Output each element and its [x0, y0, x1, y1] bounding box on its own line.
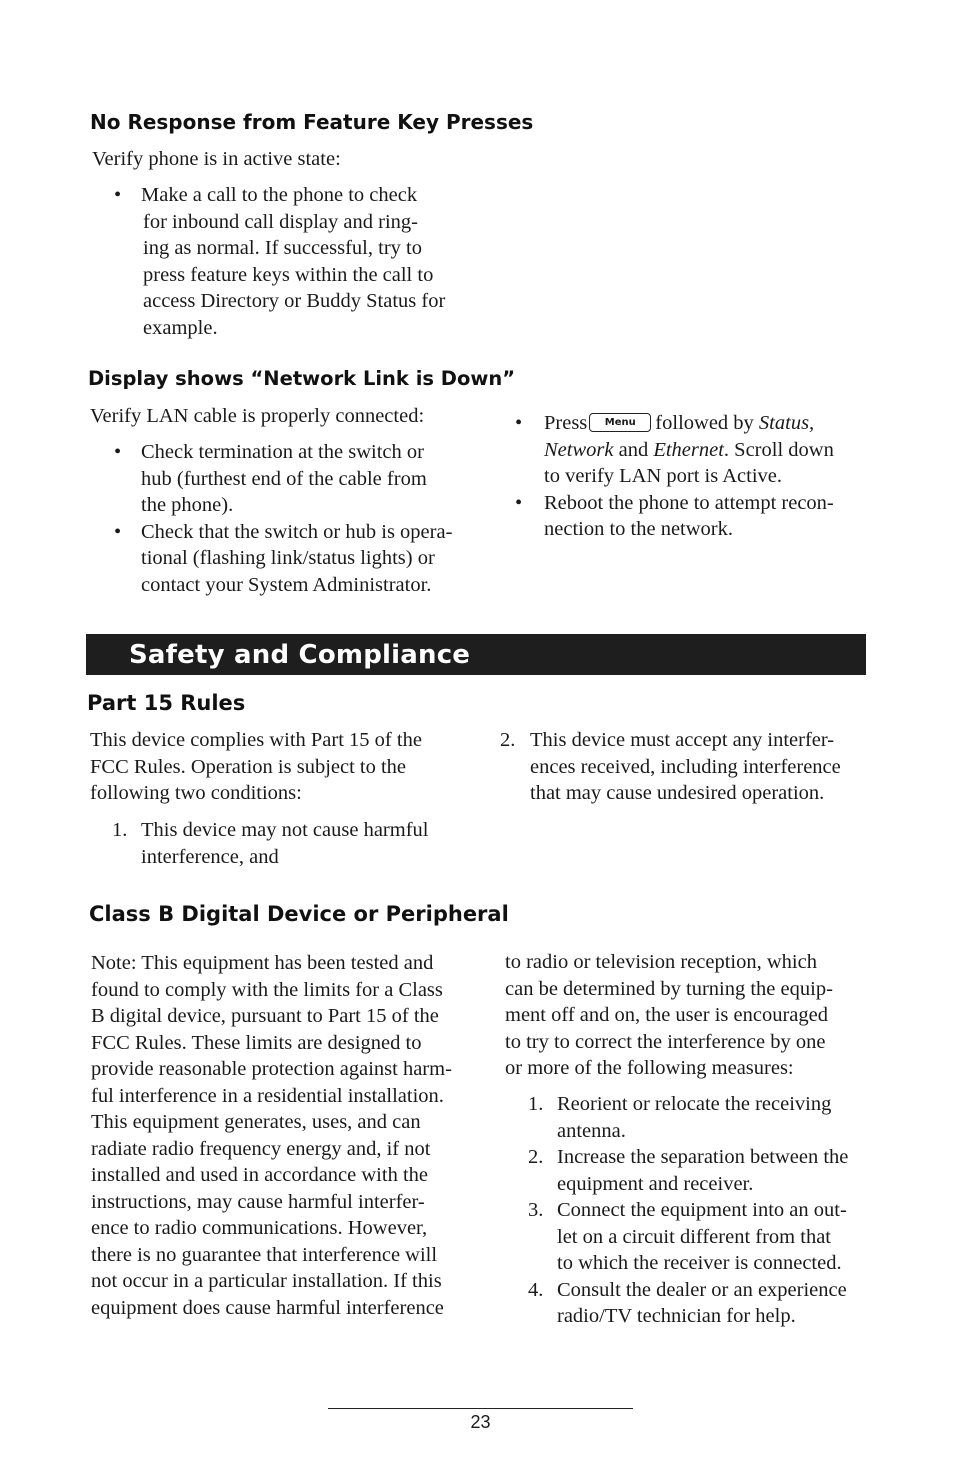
line: nection to the network.: [544, 518, 734, 540]
line: to radio or television reception, which: [505, 951, 817, 973]
line: tional (flashing link/status lights) or: [141, 547, 435, 569]
list-item: [500, 727, 870, 807]
line: radio/TV technician for help.: [557, 1305, 796, 1327]
classb-left-text: [91, 950, 486, 1321]
line: installed and used in accordance with the: [91, 1164, 428, 1186]
page-number: 23: [470, 1412, 491, 1432]
safety-compliance-banner: [86, 634, 866, 675]
list-item: [114, 519, 501, 599]
line: to try to correct the interference by one: [505, 1030, 826, 1053]
line: Increase the separation between the: [557, 1146, 849, 1168]
line: the phone).: [141, 494, 234, 516]
line: press feature keys within the call to: [143, 263, 434, 286]
bullet-marker: •: [114, 441, 122, 463]
line: let on a circuit different from that: [557, 1225, 831, 1248]
line: ful interference in a residential installation.: [91, 1084, 444, 1107]
line: ment off and on, the user is encouraged: [505, 1004, 828, 1026]
part15-intro: [90, 727, 470, 807]
line: ences received, including interference: [530, 755, 841, 778]
line: radiate radio frequency energy and, if not: [91, 1137, 431, 1160]
line: following two conditions:: [90, 782, 302, 804]
line: Connect the equipment into an out-: [557, 1199, 847, 1221]
bullet-marker: •: [515, 412, 523, 434]
line: hub (furthest end of the cable from: [141, 467, 427, 490]
bullet-list: [114, 182, 503, 341]
ethernet-term: Ethernet: [653, 438, 724, 461]
item-number: 3.: [528, 1199, 544, 1221]
line: equipment and receiver.: [557, 1172, 754, 1195]
conditions-list: [112, 817, 481, 870]
list-item: [528, 1091, 877, 1144]
list-item: [528, 1197, 877, 1277]
line: to which the receiver is connected.: [557, 1252, 842, 1274]
list-item: [528, 1277, 877, 1330]
intro-text: Verify LAN cable is properly connected:: [90, 405, 425, 427]
line: This device may not cause harmful: [141, 819, 429, 841]
section-heading-no-response: No Response from Feature Key Presses: [90, 110, 534, 134]
line: access Directory or Buddy Status for: [143, 290, 446, 312]
measures-list: [528, 1091, 877, 1330]
scroll-label: . Scroll down: [723, 438, 834, 461]
bullet-list-left: [114, 439, 501, 598]
intro-text: Verify phone is in active state:: [92, 148, 341, 170]
line: Check that the switch or hub is opera-: [141, 520, 453, 543]
line: This equipment generates, uses, and can: [91, 1111, 421, 1133]
classb-heading: Class B Digital Device or Peripheral: [89, 902, 509, 926]
line: antenna.: [557, 1119, 626, 1142]
section-heading-network-link: Display shows “Network Link is Down”: [88, 367, 516, 390]
followed-by-label: followed by: [655, 412, 754, 434]
list-item: [515, 490, 874, 543]
part15-heading: Part 15 Rules: [87, 691, 246, 715]
line: FCC Rules. These limits are designed to: [91, 1031, 422, 1054]
item-number: 2.: [528, 1146, 544, 1168]
line: can be determined by turning the equip-: [505, 977, 833, 1000]
line: Reorient or relocate the receiving: [557, 1093, 832, 1115]
line: interference, and: [141, 845, 279, 868]
line: This device complies with Part 15 of the: [90, 729, 422, 751]
line: that may cause undesired operation.: [530, 782, 825, 804]
menu-key-icon: Menu: [589, 413, 651, 432]
line: to verify LAN port is Active.: [544, 465, 782, 487]
item-number: 1.: [112, 819, 128, 841]
footer-rule: [328, 1408, 633, 1409]
list-item: [114, 439, 501, 519]
item-number: 4.: [528, 1278, 544, 1301]
bullet-marker: •: [114, 520, 122, 543]
bullet-marker: •: [114, 184, 122, 206]
line: there is no guarantee that interference will: [91, 1243, 438, 1266]
list-item: [528, 1144, 877, 1197]
bullet-list-right: [515, 410, 874, 543]
line: ence to radio communications. However,: [91, 1217, 428, 1239]
item-number: 1.: [528, 1093, 544, 1115]
network-term: Network: [544, 438, 614, 461]
line: Make a call to the phone to check: [141, 184, 418, 206]
bullet-marker: •: [515, 491, 523, 514]
line: Reboot the phone to attempt recon-: [544, 491, 834, 514]
line: Note: This equipment has been tested and: [91, 952, 434, 974]
line: for inbound call display and ring-: [143, 210, 418, 233]
line: Check termination at the switch or: [141, 441, 424, 463]
status-term: Status,: [758, 412, 815, 434]
line: Consult the dealer or an experience: [557, 1278, 847, 1301]
line: instructions, may cause harmful interfer-: [91, 1190, 425, 1213]
line: This device must accept any interfer-: [530, 729, 835, 751]
line: B digital device, pursuant to Part 15 of the: [91, 1005, 439, 1027]
list-item: [515, 410, 874, 490]
line: or more of the following measures:: [505, 1057, 794, 1079]
line: equipment does cause harmful interference: [91, 1296, 444, 1319]
and-label: and: [618, 438, 649, 461]
classb-right-text: [505, 949, 875, 1082]
line: contact your System Administrator.: [141, 573, 432, 596]
list-item: [112, 817, 481, 870]
conditions-list-right: [500, 727, 870, 807]
line: ing as normal. If successful, try to: [143, 237, 422, 259]
list-item: [114, 182, 503, 341]
item-number: 2.: [500, 729, 516, 751]
line: found to comply with the limits for a Class: [91, 978, 443, 1001]
line: example.: [143, 316, 218, 339]
line: provide reasonable protection against harm-: [91, 1058, 452, 1080]
press-label: Press: [544, 412, 588, 434]
line: not occur in a particular installation. If this: [91, 1270, 442, 1292]
line: FCC Rules. Operation is subject to the: [90, 755, 407, 778]
banner-title: Safety and Compliance: [129, 640, 471, 670]
